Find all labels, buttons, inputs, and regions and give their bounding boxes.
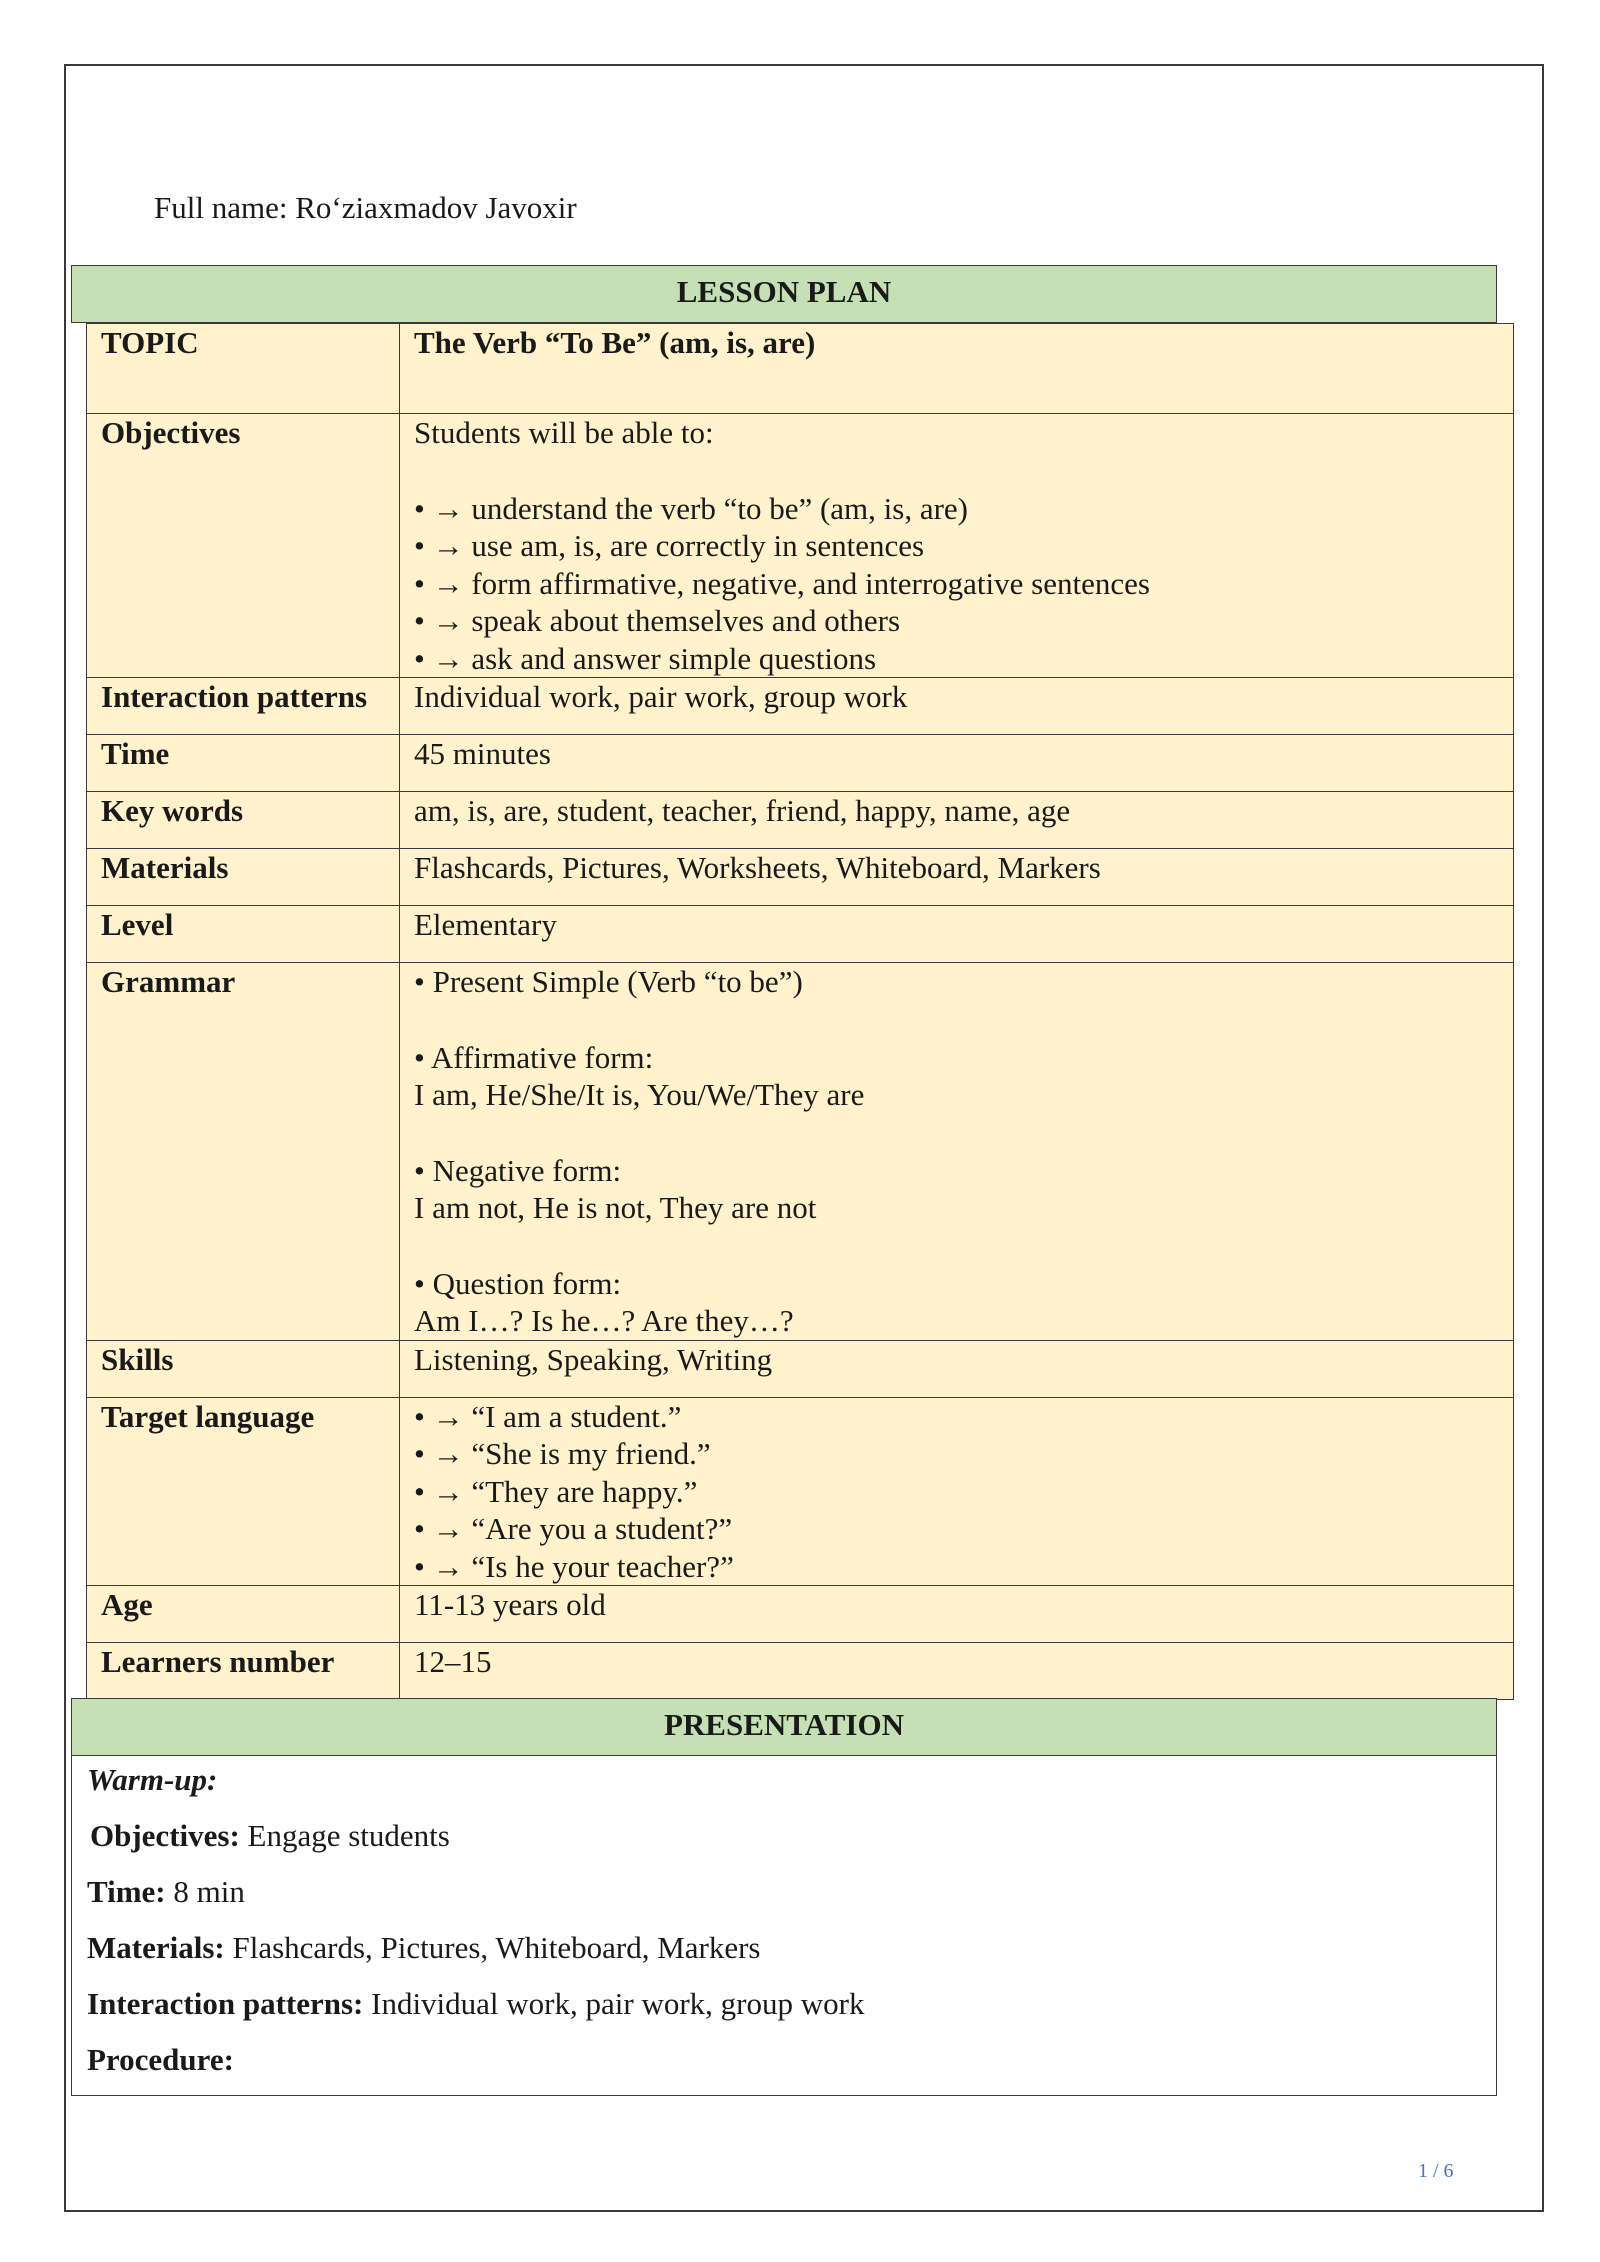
lesson-plan-heading: LESSON PLAN <box>71 265 1497 323</box>
materials-value: Flashcards, Pictures, Whiteboard, Markers <box>224 1930 761 1965</box>
table-row <box>87 963 1514 1341</box>
grammar-cell <box>400 963 1514 1341</box>
table-row <box>87 849 1514 906</box>
table-row <box>87 1643 1514 1700</box>
table-row <box>87 1340 1514 1397</box>
row-label: Grammar <box>87 963 400 1341</box>
presentation-section <box>71 1756 1497 2096</box>
row-label: Interaction patterns <box>87 678 400 735</box>
row-label: Key words <box>87 792 400 849</box>
list-item: • → speak about themselves and others <box>414 603 901 638</box>
table-row <box>87 792 1514 849</box>
row-value <box>400 324 1514 414</box>
table-row <box>87 1586 1514 1643</box>
warmup-interaction <box>87 1986 864 2022</box>
row-value: 45 minutes <box>400 735 1514 792</box>
table-row <box>87 906 1514 963</box>
objectives-intro: Students will be able to: <box>414 415 714 450</box>
row-value: Listening, Speaking, Writing <box>400 1340 1514 1397</box>
list-item: • → understand the verb “to be” (am, is, are) <box>414 490 969 526</box>
time-value: 8 min <box>165 1874 245 1909</box>
table-row <box>87 1397 1514 1586</box>
list-item: • → form affirmative, negative, and interrogative sentences <box>414 565 1150 601</box>
topic-value: The Verb “To Be” (am, is, are) <box>414 325 816 360</box>
row-label: Skills <box>87 1340 400 1397</box>
page-number: 1 / 6 <box>1418 2160 1454 2182</box>
objectives-value: Engage students <box>239 1818 450 1853</box>
row-label: Learners number <box>87 1643 400 1700</box>
row-label: Level <box>87 906 400 963</box>
list-item: • → “She is my friend.” <box>414 1436 711 1471</box>
grammar-line: • Affirmative form: <box>414 1039 654 1075</box>
table-row <box>87 414 1514 678</box>
grammar-line: • Present Simple (Verb “to be”) <box>414 964 803 999</box>
warmup-time <box>87 1874 245 1910</box>
objectives-label: Objectives: <box>90 1818 240 1853</box>
full-name: Full name: Ro‘ziaxmadov Javoxir <box>154 190 577 225</box>
materials-label: Materials: <box>87 1930 225 1965</box>
row-label: Time <box>87 735 400 792</box>
row-value: 11-13 years old <box>400 1586 1514 1643</box>
row-label: Objectives <box>87 414 400 678</box>
interaction-value: Individual work, pair work, group work <box>363 1986 865 2021</box>
row-label: TOPIC <box>87 324 400 414</box>
time-label: Time: <box>87 1874 166 1909</box>
row-value: Flashcards, Pictures, Worksheets, Whiteboard, Markers <box>400 849 1514 906</box>
row-value: am, is, are, student, teacher, friend, happy, name, age <box>400 792 1514 849</box>
objectives-cell <box>400 414 1514 678</box>
list-item: • → use am, is, are correctly in sentences <box>414 528 925 563</box>
list-item: • → “I am a student.” <box>414 1398 682 1434</box>
interaction-label: Interaction patterns: <box>87 1986 364 2021</box>
presentation-heading: PRESENTATION <box>71 1698 1497 1756</box>
table-row <box>87 324 1514 414</box>
lesson-plan-table <box>86 323 1514 1700</box>
table-row <box>87 735 1514 792</box>
warmup-objectives <box>90 1818 450 1854</box>
list-item: • → ask and answer simple questions <box>414 640 877 676</box>
warmup-materials <box>87 1930 760 1966</box>
row-value: 12–15 <box>400 1643 1514 1700</box>
row-label: Target language <box>87 1397 400 1586</box>
grammar-line: Am I…? Is he…? Are they…? <box>414 1303 794 1338</box>
list-item: • → “Are you a student?” <box>414 1511 733 1546</box>
list-item: • → “They are happy.” <box>414 1473 698 1509</box>
row-value: Individual work, pair work, group work <box>400 678 1514 735</box>
grammar-line: I am, He/She/It is, You/We/They are <box>414 1077 865 1112</box>
target-language-cell <box>400 1397 1514 1586</box>
table-row <box>87 678 1514 735</box>
warmup-heading: Warm-up: <box>87 1762 218 1797</box>
grammar-line: I am not, He is not, They are not <box>414 1190 817 1225</box>
grammar-line: • Negative form: <box>414 1152 622 1188</box>
grammar-line: • Question form: <box>414 1265 622 1301</box>
row-value: Elementary <box>400 906 1514 963</box>
row-label: Age <box>87 1586 400 1643</box>
row-label: Materials <box>87 849 400 906</box>
list-item: • → “Is he your teacher?” <box>414 1548 734 1584</box>
procedure-label: Procedure: <box>87 2042 234 2077</box>
